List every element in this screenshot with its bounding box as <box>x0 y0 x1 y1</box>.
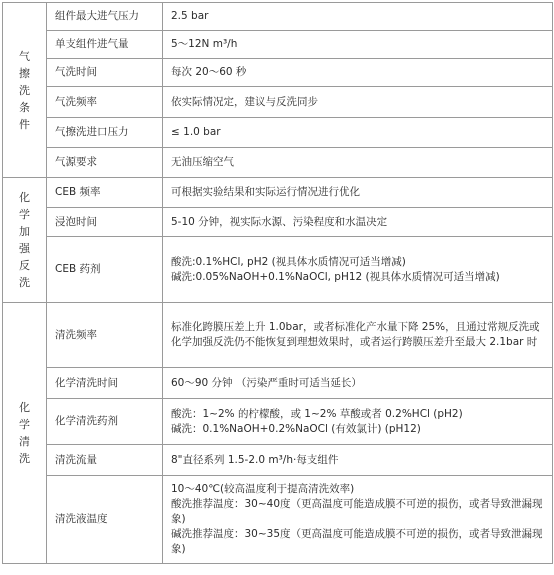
value-line: 酸洗:0.1%HCl, pH2 (视具体水质情况可适当增减) <box>171 255 406 268</box>
row-label: 气擦洗进口压力 <box>47 118 163 148</box>
row-label: 气源要求 <box>47 148 163 178</box>
row-value: ≤ 1.0 bar <box>163 118 553 148</box>
row-label: 化学清洗药剂 <box>47 399 163 445</box>
row-label: 化学清洗时间 <box>47 368 163 399</box>
row-value: 5-10 分钟，视实际水源、污染程度和水温决定 <box>163 208 553 237</box>
row-value: 标准化跨膜压差上升 1.0bar，或者标准化产水量下降 25%，且通过常规反洗或化学加强反洗仍不能恢复到理想效果时，或者运行跨膜压差升至最大 2.1bar 时 <box>163 303 553 368</box>
row-label: CEB 药剂 <box>47 237 163 303</box>
row-value: 2.5 bar <box>163 3 553 31</box>
row-value <box>163 476 553 564</box>
section-title-air-scrub: 气擦洗条件 <box>3 3 47 178</box>
row-label: 清洗流量 <box>47 445 163 476</box>
row-value: 无油压缩空气 <box>163 148 553 178</box>
value-line: 碱洗:0.05%NaOH+0.1%NaOCl, pH12 (视具体水质情况可适当增减) <box>171 270 500 283</box>
section-title-ceb: 化学加强反洗 <box>3 178 47 303</box>
row-value: 8"直径系列 1.5-2.0 m³/h·每支组件 <box>163 445 553 476</box>
row-label: 单支组件进气量 <box>47 31 163 59</box>
row-value: 5～12N m³/h <box>163 31 553 59</box>
row-label: 组件最大进气压力 <box>47 3 163 31</box>
row-value <box>163 237 553 303</box>
row-value: 60～90 分钟 （污染严重时可适当延长） <box>163 368 553 399</box>
value-line: 10～40℃(较高温度利于提高清洗效率) <box>171 483 355 495</box>
spec-table <box>2 2 553 564</box>
value-line: 酸洗：1~2% 的柠檬酸，或 1~2% 草酸或者 0.2%HCl (pH2) <box>171 407 463 420</box>
row-label: 浸泡时间 <box>47 208 163 237</box>
row-value <box>163 399 553 445</box>
row-label: 气洗频率 <box>47 87 163 118</box>
row-label: 清洗频率 <box>47 303 163 368</box>
row-label: 清洗液温度 <box>47 476 163 564</box>
row-value: 依实际情况定，建议与反洗同步 <box>163 87 553 118</box>
row-label: 气洗时间 <box>47 59 163 87</box>
row-label: CEB 频率 <box>47 178 163 208</box>
value-line: 碱洗：0.1%NaOH+0.2%NaOCl (有效氯计) (pH12) <box>171 422 421 435</box>
row-value: 每次 20～60 秒 <box>163 59 553 87</box>
value-line: 酸洗推荐温度：30~40度（更高温度可能造成膜不可逆的损伤，或者导致泄漏现象) <box>171 498 543 525</box>
section-title-chemical-cleaning: 化学清洗 <box>3 303 47 564</box>
row-value: 可根据实验结果和实际运行情况进行优化 <box>163 178 553 208</box>
value-line: 碱洗推荐温度：30~35度（更高温度可能造成膜不可逆的损伤，或者导致泄漏现象) <box>171 528 543 555</box>
